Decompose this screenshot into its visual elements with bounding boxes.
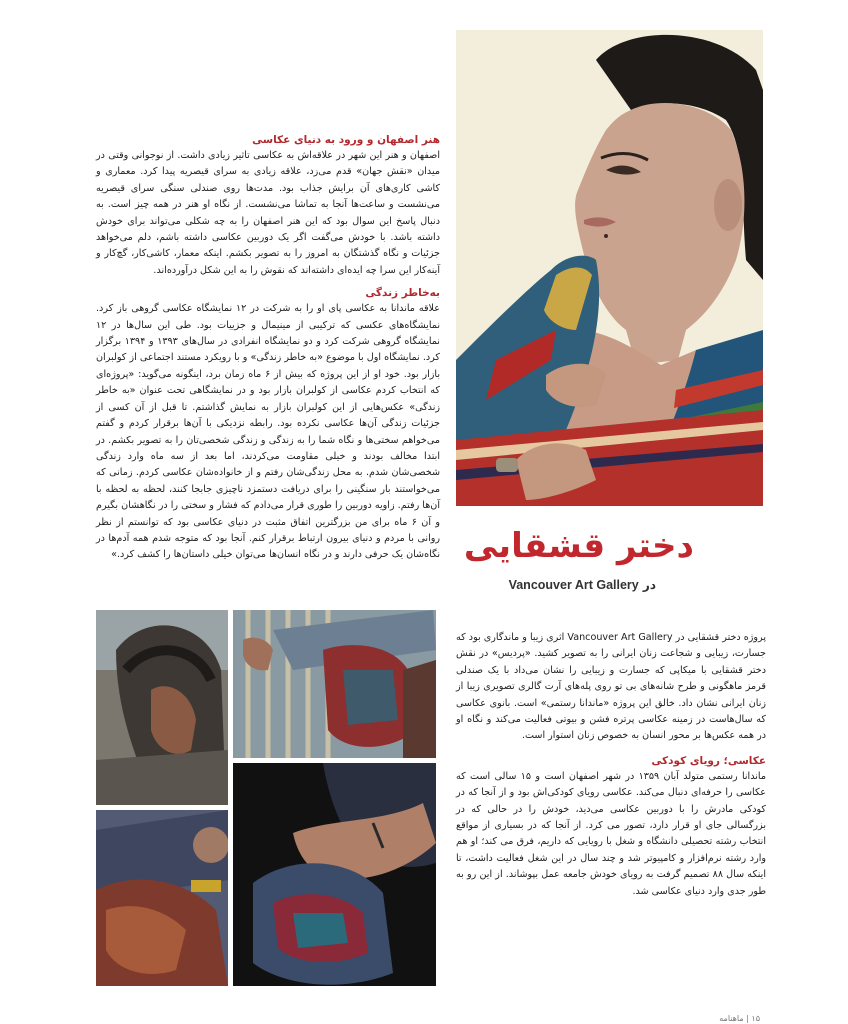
gallery-photo-resting-porter <box>96 810 228 986</box>
portrait-photo <box>456 30 763 506</box>
page-footer: ۱۵ | ماهنامه <box>719 1014 760 1023</box>
section-body-art: اصفهان و هنر این شهر در علاقه‌اش به عکاسی تاثیر زیادی داشت. از نوجوانی وقتی در میدان «نقش جهان» قدم می‌زد، علاقه زیادی به سرای قیصریه پیدا کرد. معماری و کاشی کاری‌های آن برایش جذاب بود. مدت‌ها روی صندلی سنگی سرای قیصریه می‌نشست و ساعت‌ها آنجا به تماشا می‌نشست. از نگاه او هنر در همه چیز است. به دنبال پاسخ این سوال بود که این هنر اصفهان را به چه شکلی می‌تواند برای خودش داشته باشد. با خودش می‌گفت اگر یک دوربین عکاسی داشته باشم، دلم می‌خواهد جزئیات و نگاه گذشتگان به امروز را به تصویر بکشم. اینکه معمار، کاشی‌کار، گچ‌کار و آینه‌کار این سرا چه ایده‌ای داشته‌اند که نقوش را به این شکل درآورده‌اند. <box>96 150 440 276</box>
photo-resting-porter-illustration <box>96 810 228 986</box>
section-body-childhood: ماندانا رستمی متولد آبان ۱۳۵۹ در شهر اصفهان است و ۱۵ سالی است که عکاسی را حرفه‌ای دنبال می‌کند. عکاسی رویای کودکی‌اش بود و از آنجا که در کودکی مادرش را با دوربین عکاسی می‌دید، خودش را در حالی که در بزرگسالی جای او قرار دارد، تصور می کرد. از آنجا که در بسیاری از مواقع انتخاب رشته تحصیلی دانشگاه و شغل با رویایی که داریم، فرق می کند؛ او هم وارد رشته نرم‌افزار و کامپیوتر شد و چند سال در این شغل فعالیت داشت، تا اینکه سال ۸۸ تصمیم گرفت به رویای خودش جامعه عمل بپوشاند. از این رو به طور جدی وارد دنیای عکاسی شد. <box>456 770 766 897</box>
section-title-life: به‌خاطر زندگی <box>365 287 440 300</box>
section-body-intro: پروژه دختر قشقایی در Vancouver Art Gallery اثری زیبا و ماندگاری بود که جسارت، زیبایی و شجاعت زنان ایرانی را به تصویر کشید. «پردیس» در نقش دختر قشقایی با میکاپی که جسارت و زیبایی را نشان می‌داد با یک صندلی قرمز ماهگونی و طرح شانه‌های بی تو روی پله‌های آرت گالری تصویری زیبا از زنان ایرانی نشان داد. خالق این پروژه «ماندانا رستمی» است. بانوی عکاسی که سال‌هاست در زمینه عکاسی پرتره فشن و بیوتی فعالیت می‌کند و نگاه او در همه عکس‌ها بر محور انسان به خصوص زنان استوار است. <box>456 632 767 742</box>
article-subheadline <box>456 578 656 592</box>
gallery-photo-porter-carpet <box>233 610 436 758</box>
subhead-preposition: در <box>642 578 656 592</box>
photo-porter-load-illustration <box>96 610 228 805</box>
portrait-illustration <box>456 30 763 506</box>
photo-porter-carpet-illustration <box>233 610 436 758</box>
section-title-art: هنر اصفهان و ورود به دنیای عکاسی <box>252 134 440 146</box>
article-headline: دختر قشقایی <box>463 526 694 566</box>
subhead-gallery-name: Vancouver Art Gallery <box>508 578 639 592</box>
article-column-top <box>96 132 440 564</box>
section-body-life: علاقه ماندانا به عکاسی پای او را به شرکت در ۱۲ نمایشگاه عکاسی گروهی باز کرد. نمایشگاه‌های عکسی که ترکیبی از مینیمال و جزییات بود. طی این سال‌ها در ۱۲ نمایشگاه گروهی شرکت کرد و دو نمایشگاه انفرادی در سال‌های ۱۳۹۳ و ۱۳۹۴ برگزار کرد. نمایشگاه اول با موضوع «به خاطر زندگی» و با رویکرد مستند اجتماعی از کولبران بازار بود. خود او از این پروژه که بیش از ۶ ماه زمان برد، اینگونه می‌گوید: «پروژه‌ای که انتخاب کردم عکاسی از کولبران بازار بود و در نمایشگاهی تحت عنوان «به خاطر زندگی» عکس‌هایی از این کولبران بازار به نمایش گذاشتم. تا قبل از آن کسی از جزئیات زندگی آن‌ها عکاسی نکرده بود. رابطه نزدیکی با آن‌ها برقرار کردم و گفتم می‌خواهم سختی‌ها و نگاه شما را به زندگی و زندگی شخصی‌تان را به تصویر بکشم. در ابتدا مخالف بودند و خیلی مقاومت می‌کردند، اما بعد از سه ماه وارد زندگی شخصی‌شان شدم. به محل زندگی‌شان رفتم و از خانواده‌شان عکاسی کردم. زمانی که می‌خواستند بار سنگینی را برای دریافت دستمزد ناچیزی جابجا کنند، لحظه به لحظه با آن‌ها رفتم. زاویه دوربین را طوری قرار می‌دادم که فشار و سختی را در نگاهشان بگیرم و آن ۶ ماه برای من بزرگترین اتفاق مثبت در دنیای عکاسی بود که توانستم از نظر روانی با مردم و دنیای بیرون ارتباط برقرار کنم. آنجا بود که متوجه شدم همه آدم‌ها در نگاه‌شان یک حرفی دارند و در نگاه انسان‌ها می‌توان خیلی داستان‌ها را کشف کرد.» <box>96 303 441 561</box>
gallery-photo-porter-load <box>96 610 228 805</box>
section-title-childhood: عکاسی؛ رویای کودکی <box>651 754 766 767</box>
article-column-right <box>456 630 766 900</box>
photo-tattooed-hand-illustration <box>233 763 436 986</box>
gallery-photo-tattooed-hand <box>233 763 436 986</box>
